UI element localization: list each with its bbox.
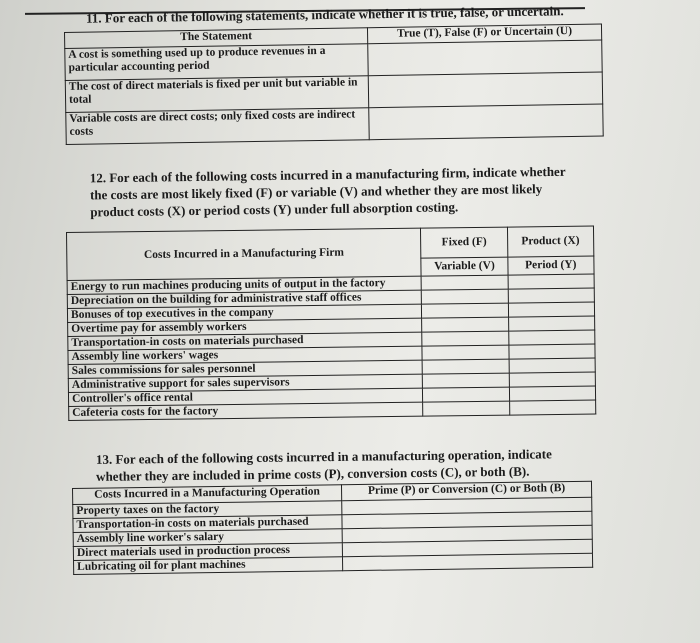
cost-cell: Sales commissions for sales personnel xyxy=(68,360,422,378)
product-period-cell[interactable] xyxy=(509,386,596,401)
question-13-table xyxy=(72,481,593,575)
fixed-variable-cell[interactable] xyxy=(423,387,509,402)
fixed-variable-cell[interactable] xyxy=(423,401,509,416)
answer-cell[interactable] xyxy=(369,104,603,140)
statement-cell: Variable costs are direct costs; only fixed costs are indirect costs xyxy=(66,108,369,145)
classification-cell[interactable] xyxy=(342,553,592,570)
cost-cell: Administrative support for sales supervisors xyxy=(68,374,422,392)
product-period-cell[interactable] xyxy=(508,274,595,289)
product-period-cell[interactable] xyxy=(508,288,595,303)
cost-column-header: Costs Incurred in a Manufacturing Operation xyxy=(73,485,342,505)
statement-column-header: The Statement xyxy=(65,28,368,49)
cost-cell: Transportation-in costs on materials purchased xyxy=(68,332,422,350)
product-period-cell[interactable] xyxy=(508,330,595,345)
fixed-variable-cell[interactable] xyxy=(422,345,508,360)
answer-column-header: True (T), False (F) or Uncertain (U) xyxy=(367,24,601,44)
product-period-cell[interactable] xyxy=(509,344,596,359)
fixed-variable-cell[interactable] xyxy=(422,331,508,346)
fixed-variable-cell[interactable] xyxy=(423,373,509,388)
statement-cell: The cost of direct materials is fixed per unit but variable in total xyxy=(65,76,368,113)
cost-cell: Energy to run machines producing units of output in the factory xyxy=(67,276,421,294)
question-13-title: 13. For each of the following costs incurred in a manufacturing operation, indicate whether they are included in prime costs (P), conversion costs (C), or both (B). xyxy=(95,446,552,484)
fixed-column-header: Fixed (F) xyxy=(421,227,508,258)
cost-cell: Transportation-in costs on materials purchased xyxy=(73,515,342,533)
answer-cell[interactable] xyxy=(368,72,602,108)
cost-cell: Lubricating oil for plant machines xyxy=(74,557,343,575)
fixed-variable-cell[interactable] xyxy=(422,317,508,332)
fixed-variable-cell[interactable] xyxy=(421,275,507,290)
fixed-variable-cell[interactable] xyxy=(422,359,508,374)
question-11-title: 11. For each of the following statements, indicate whether it is true, false, or uncertain. xyxy=(85,3,564,26)
statement-cell: A cost is something used up to produce revenues in a particular accounting period xyxy=(65,44,368,81)
variable-column-header: Variable (V) xyxy=(421,257,508,276)
product-column-header: Product (X) xyxy=(507,226,594,257)
fixed-variable-cell[interactable] xyxy=(422,289,508,304)
classification-column-header: Prime (P) or Conversion (C) or Both (B) xyxy=(341,481,591,500)
cost-cell: Controller's office rental xyxy=(68,388,422,406)
cost-cell: Direct materials used in production process xyxy=(73,543,342,561)
answer-cell[interactable] xyxy=(368,40,602,76)
cost-cell: Assembly line worker's salary xyxy=(73,529,342,547)
product-period-cell[interactable] xyxy=(508,316,595,331)
product-period-cell[interactable] xyxy=(509,400,596,415)
product-period-cell[interactable] xyxy=(509,372,596,387)
cost-cell: Bonuses of top executives in the company xyxy=(67,304,421,322)
product-period-cell[interactable] xyxy=(509,358,596,373)
cost-cell: Overtime pay for assembly workers xyxy=(68,318,422,336)
cost-cell: Property taxes on the factory xyxy=(73,501,342,519)
product-period-cell[interactable] xyxy=(508,302,595,317)
cost-cell: Assembly line workers' wages xyxy=(68,346,422,364)
fixed-variable-cell[interactable] xyxy=(422,303,508,318)
cost-column-header: Costs Incurred in a Manufacturing Firm xyxy=(67,228,422,280)
cost-cell: Cafeteria costs for the factory xyxy=(69,402,423,420)
question-12-title: 12. For each of the following costs incurred in a manufacturing firm, indicate whether the costs are most likely fixed (F) or variable (V) and whether they are most likely product costs (X) or period costs (Y) under full absorption costing. xyxy=(89,163,566,220)
question-12-table xyxy=(66,226,596,421)
period-column-header: Period (Y) xyxy=(507,256,594,275)
question-11-table xyxy=(64,24,604,145)
cost-cell: Depreciation on the building for administrative staff offices xyxy=(67,290,421,308)
